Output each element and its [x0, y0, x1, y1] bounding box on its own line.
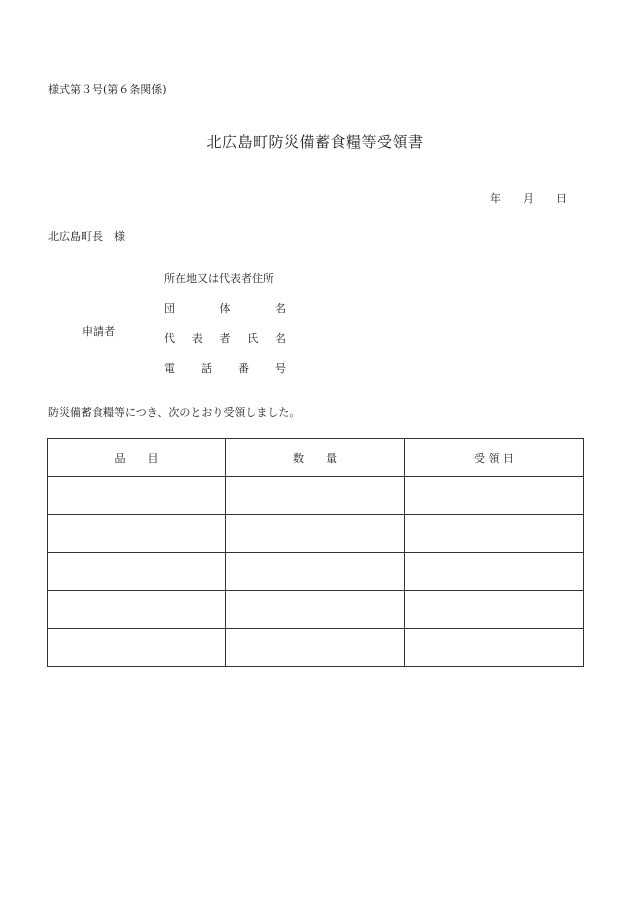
- date-month-label: 月: [523, 192, 534, 205]
- table-row: [48, 553, 584, 591]
- receipt-statement: 防災備蓄食糧等につき、次のとおり受領しました。: [48, 406, 301, 419]
- organization-name-label: 団 体 名: [164, 302, 286, 315]
- header-received-date: 受 領 日: [405, 439, 584, 477]
- applicant-label: 申請者: [82, 325, 115, 338]
- table-row: [48, 591, 584, 629]
- header-quantity: 数 量: [226, 439, 405, 477]
- date-year-label: 年: [490, 192, 501, 205]
- received-date-cell: [405, 629, 584, 667]
- item-cell: [48, 553, 226, 591]
- received-date-cell: [405, 515, 584, 553]
- item-cell: [48, 515, 226, 553]
- quantity-cell: [226, 591, 405, 629]
- quantity-cell: [226, 477, 405, 515]
- table-row: [48, 477, 584, 515]
- item-cell: [48, 629, 226, 667]
- phone-number-label: 電 話 番 号: [164, 362, 286, 375]
- received-date-cell: [405, 591, 584, 629]
- received-date-cell: [405, 553, 584, 591]
- table-header-row: [48, 439, 584, 477]
- item-cell: [48, 477, 226, 515]
- table-row: [48, 629, 584, 667]
- header-item: 品 目: [48, 439, 226, 477]
- received-date-cell: [405, 477, 584, 515]
- representative-name-label: 代 表 者 氏 名: [164, 332, 286, 345]
- document-title: 北広島町防災備蓄食糧等受領書: [206, 133, 424, 151]
- applicant-address-label: 所在地又は代表者住所: [164, 272, 274, 285]
- table-row: [48, 515, 584, 553]
- date-day-label: 日: [556, 192, 567, 205]
- quantity-cell: [226, 629, 405, 667]
- item-cell: [48, 591, 226, 629]
- date-line: [490, 190, 567, 206]
- quantity-cell: [226, 553, 405, 591]
- quantity-cell: [226, 515, 405, 553]
- recipient: 北広島町長 様: [48, 230, 125, 243]
- form-number: 様式第３号(第６条関係): [48, 83, 167, 96]
- received-items-table: [47, 438, 584, 667]
